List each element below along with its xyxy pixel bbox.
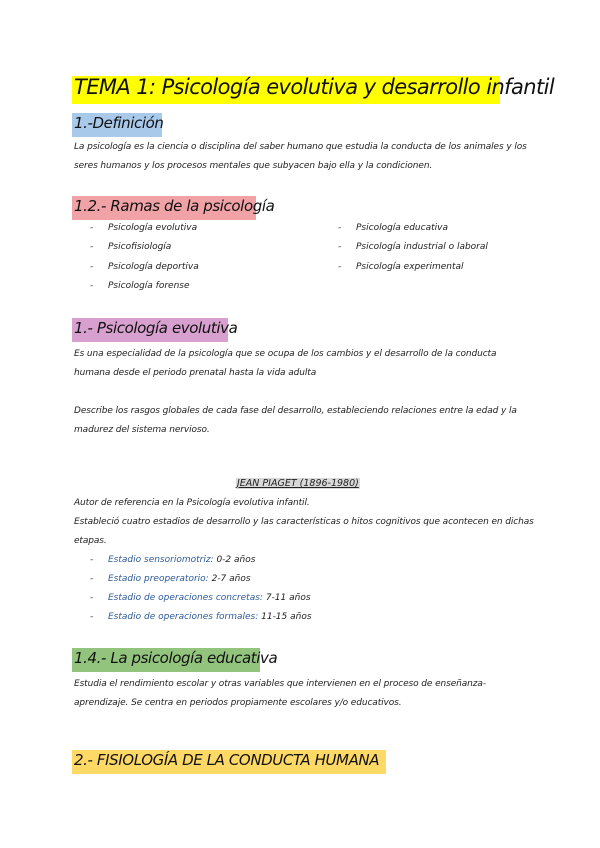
stage-name: Estadio preoperatorio:	[108, 574, 209, 584]
ramas-item-label: Psicología experimental	[356, 262, 464, 272]
list-dash: -	[338, 262, 342, 272]
list-dash: -	[90, 574, 94, 584]
stage-range: 2-7 años	[208, 574, 251, 584]
definicion-text: La psicología es la ciencia o disciplina del saber humano que estudia la conducta de los animales y los seres humanos y los procesos mentales que subyacen bajo ella y la condicionen.	[74, 142, 527, 171]
evolutiva-paragraph-2: Describe los rasgos globales de cada fase del desarrollo, estableciendo relaciones entre la edad y la madurez del sistema nervioso.	[74, 406, 517, 435]
piaget-name: JEAN PIAGET (1896-1980)	[237, 478, 359, 489]
evolutiva-paragraph-1: Es una especialidad de la psicología que se ocupa de los cambios y el desarrollo de la conducta humana desde el periodo prenatal hasta la vida adulta	[74, 349, 497, 378]
ramas-item-label: Psicología industrial o laboral	[356, 242, 488, 252]
list-dash: -	[338, 242, 342, 252]
ramas-item-label: Psicología educativa	[356, 223, 448, 233]
piaget-line-2: Estableció cuatro estadios de desarrollo y las características o hitos cognitivos que acontecen en dichas etapas.	[74, 517, 534, 546]
list-dash: -	[90, 223, 94, 233]
piaget-stage	[90, 612, 312, 622]
ramas-item	[90, 281, 190, 291]
list-dash: -	[90, 242, 94, 252]
ramas-item-label: Psicología deportiva	[108, 262, 199, 272]
stage-name: Estadio de operaciones concretas:	[108, 593, 263, 603]
ramas-item	[338, 262, 464, 272]
ramas-item	[90, 262, 199, 272]
piaget-line-1: Autor de referencia en la Psicología evolutiva infantil.	[74, 498, 310, 508]
list-dash: -	[90, 593, 94, 603]
stage-range: 0-2 años	[213, 555, 256, 565]
list-dash: -	[90, 281, 94, 291]
list-dash: -	[90, 555, 94, 565]
ramas-item-label: Psicología evolutiva	[108, 223, 198, 233]
stage-range: 11-15 años	[258, 612, 312, 622]
piaget-stage	[90, 593, 311, 603]
definicion-heading: 1.-Definición	[74, 114, 164, 132]
ramas-item	[90, 242, 171, 252]
evolutiva-heading: 1.- Psicología evolutiva	[74, 319, 238, 337]
list-dash: -	[338, 223, 342, 233]
ramas-item-label: Psicología forense	[108, 281, 190, 291]
ramas-item-label: Psicofisiología	[108, 242, 172, 252]
stage-range: 7-11 años	[262, 593, 311, 603]
document-title: TEMA 1: Psicología evolutiva y desarrollo infantil	[74, 75, 555, 99]
ramas-heading: 1.2.- Ramas de la psicología	[74, 197, 275, 215]
stage-name: Estadio de operaciones formales:	[108, 612, 259, 622]
educativa-heading: 1.4.- La psicología educativa	[74, 649, 278, 667]
ramas-item	[338, 223, 448, 233]
list-dash: -	[90, 262, 94, 272]
list-dash: -	[90, 612, 94, 622]
piaget-stage	[90, 555, 255, 565]
ramas-item	[338, 242, 488, 252]
stage-name: Estadio sensoriomotriz:	[108, 555, 214, 565]
educativa-text: Estudia el rendimiento escolar y otras variables que intervienen en el proceso de enseñanza-aprendizaje. Se centra en periodos propiamente escolares y/o educativos.	[74, 679, 486, 708]
fisiologia-heading: 2.- FISIOLOGÍA DE LA CONDUCTA HUMANA	[74, 751, 380, 769]
piaget-stage	[90, 574, 251, 584]
ramas-item	[90, 223, 197, 233]
